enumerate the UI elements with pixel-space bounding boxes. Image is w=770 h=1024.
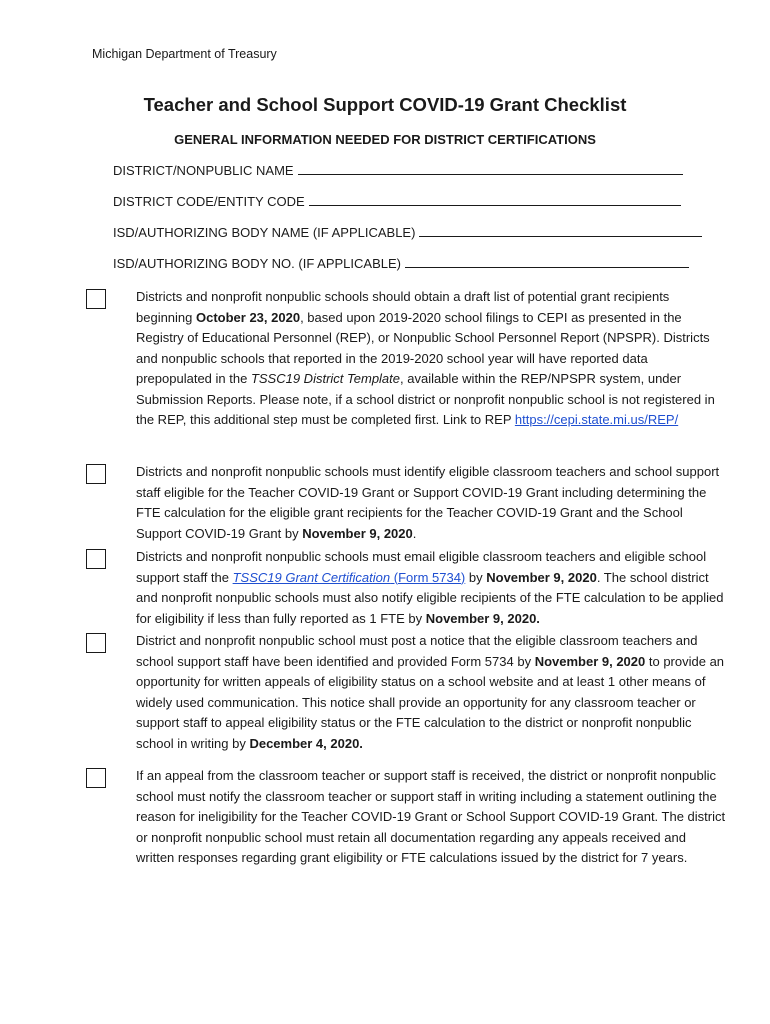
checkbox-item-1[interactable]: [86, 289, 106, 309]
form-5734-link[interactable]: TSSC19 Grant Certification (Form 5734): [232, 569, 466, 585]
checklist-item-2-text: Districts and nonprofit nonpublic schools must identify eligible classroom teachers and school support staff eligible for the Teacher COVID-19 Grant or Support COVID-19 Grant including determining the FTE calculation for the eligible grant recipients for the Teacher COVID-19 Grant and the School Support COVID-19 Grant by November 9, 2020.: [136, 464, 720, 541]
isd-number-field: [113, 256, 689, 271]
checkbox-item-2[interactable]: [86, 464, 106, 484]
district-code-input[interactable]: [309, 194, 681, 206]
page-title: Teacher and School Support COVID-19 Grant Checklist: [143, 94, 627, 115]
isd-number-label: ISD/AUTHORIZING BODY NO. (IF APPLICABLE): [113, 256, 401, 271]
isd-number-input[interactable]: [405, 256, 689, 268]
section-subtitle: GENERAL INFORMATION NEEDED FOR DISTRICT CERTIFICATIONS: [174, 132, 596, 147]
district-name-input[interactable]: [298, 163, 683, 175]
isd-name-label: ISD/AUTHORIZING BODY NAME (IF APPLICABLE): [113, 225, 416, 240]
district-code-field: [113, 194, 681, 209]
isd-name-input[interactable]: [419, 225, 702, 237]
checkbox-item-4[interactable]: [86, 633, 106, 653]
checkbox-item-5[interactable]: [86, 768, 106, 788]
checklist-item-1-text: Districts and nonprofit nonpublic schools should obtain a draft list of potential grant recipients beginning October 23, 2020, based upon 2019-2020 school filings to CEPI as presented in the Registry of Educational Personnel (REP), or Nonpublic School Personnel Report (NPSPR). Districts and nonpublic schools that reported in the 2019-2020 school year will have reported data prepopulated in the TSSC19 District Template, available within the REP/NPSPR system, under Submission Reports. Please note, if a school district or nonprofit nonpublic school is not registered in the REP, this additional step must be completed first. Link to REP https://cepi.state.mi.us/REP/: [136, 289, 715, 427]
checkbox-item-3[interactable]: [86, 549, 106, 569]
rep-link[interactable]: https://cepi.state.mi.us/REP/: [514, 412, 679, 427]
district-name-label: DISTRICT/NONPUBLIC NAME: [113, 163, 294, 178]
district-name-field: [113, 163, 683, 178]
checklist-item-4-text: District and nonprofit nonpublic school must post a notice that the eligible classroom teachers and school support staff have been identified and provided Form 5734 by November 9, 2020 to provide an opportunity for written appeals of eligibility status on a school website and at least 1 other means of widely used communication. This notice shall provide an opportunity for any classroom teacher or support staff to appeal eligibility status or the FTE calculation to the district or nonprofit nonpublic school in writing by December 4, 2020.: [136, 633, 725, 751]
checklist-item-3-text: Districts and nonprofit nonpublic schools must email eligible classroom teachers and eligible school support staff the TSSC19 Grant Certification (Form 5734) by November 9, 2020. The school district and nonprofit nonpublic schools must also notify eligible recipients of the FTE calculation to be applied for eligibility if less than fully reported as 1 FTE by November 9, 2020.: [136, 549, 724, 626]
department-name: Michigan Department of Treasury: [92, 47, 277, 61]
checklist-item-5-text: If an appeal from the classroom teacher or support staff is received, the district or nonprofit nonpublic school must notify the classroom teacher or support staff in writing including a statement outlining the reason for ineligibility for the Teacher COVID-19 Grant or School Support COVID-19 Grant. The district or nonprofit nonpublic school must retain all documentation regarding any appeals received and written responses regarding grant eligibility or FTE calculations issued by the district for 7 years.: [136, 768, 726, 865]
district-code-label: DISTRICT CODE/ENTITY CODE: [113, 194, 305, 209]
isd-name-field: [113, 225, 702, 240]
